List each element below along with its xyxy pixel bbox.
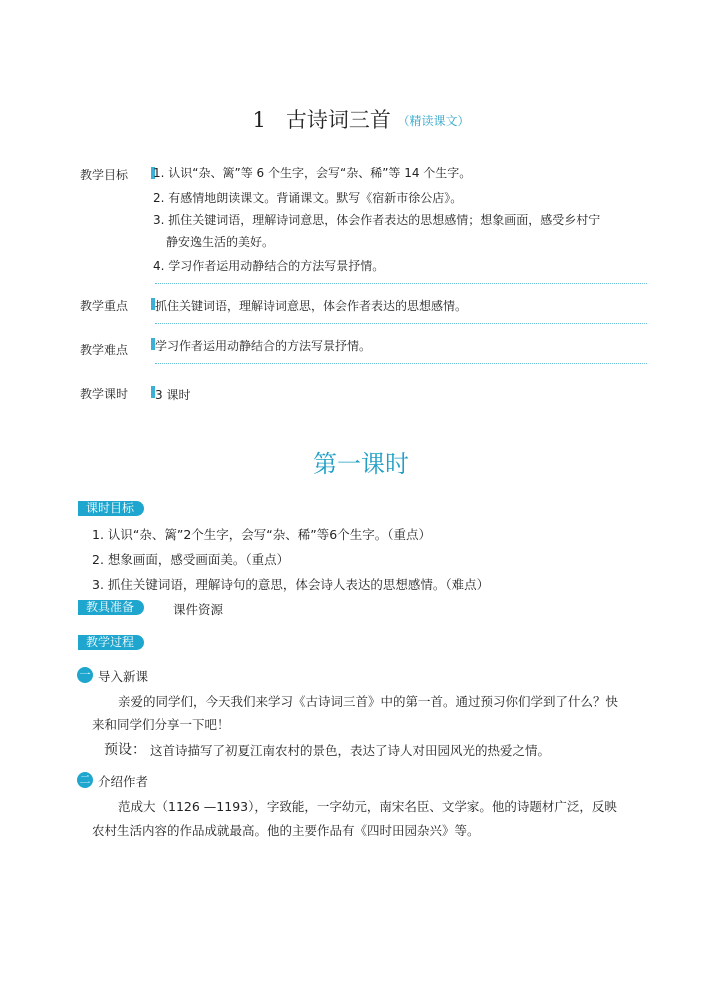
step2-paragraph-line2: 农村生活内容的作品成就最高。他的主要作品有《四时田园杂兴》等。 bbox=[92, 823, 480, 838]
goal-item-3: 3. 抓住关键词语，理解诗词意思，体会作者表达的思想感情；想象画面，感受乡村宁 bbox=[153, 213, 601, 227]
divider bbox=[155, 283, 647, 284]
goal-item-4: 4. 学习作者运用动静结合的方法写景抒情。 bbox=[153, 259, 385, 273]
step2-paragraph-line1: 范成大（1126 —1193），字致能，一字幼元，南宋名臣、文学家。他的诗题材广泛，反映 bbox=[118, 799, 617, 814]
lesson-number: 1 bbox=[252, 108, 266, 132]
lesson-goals-badge: 课时目标 bbox=[78, 501, 144, 516]
step-number-icon: 二 bbox=[77, 772, 93, 788]
lesson-title-text: 古诗词三首 bbox=[285, 108, 391, 132]
step1-paragraph-line1: 亲爱的同学们，今天我们来学习《古诗词三首》中的第一首。通过预习你们学到了什么？快 bbox=[118, 694, 619, 709]
preset-label: 预设： bbox=[104, 742, 146, 758]
step-number-icon: 一 bbox=[77, 667, 93, 683]
process-badge: 教学过程 bbox=[78, 635, 144, 650]
materials-text: 课件资源 bbox=[173, 602, 224, 617]
step1-paragraph-line2: 来和同学们分享一下吧！ bbox=[92, 717, 230, 732]
materials-badge: 教具准备 bbox=[78, 600, 144, 615]
step2-title: 介绍作者 bbox=[98, 774, 149, 789]
step1-title: 导入新课 bbox=[98, 669, 149, 684]
hours-text: 3 课时 bbox=[155, 388, 191, 402]
preset-text: 这首诗描写了初夏江南农村的景色，表达了诗人对田园风光的热爱之情。 bbox=[150, 743, 551, 758]
goal-item-2: 2. 有感情地朗读课文。背诵课文。默写《宿新市徐公店》。 bbox=[153, 191, 463, 205]
goal-item-3-cont: 静安逸生活的美好。 bbox=[166, 235, 275, 249]
section-title: 第一课时 bbox=[313, 450, 409, 478]
difficulties-label: 教学难点 bbox=[80, 343, 129, 357]
goal-item-1: 1. 认识“杂、篱”等 6 个生字，会写“杂、稀”等 14 个生字。 bbox=[153, 166, 472, 180]
lesson-goal-item-1: 1. 认识“杂、篱”2个生字，会写“杂、稀”等6个生字。（重点） bbox=[92, 527, 431, 542]
divider bbox=[155, 323, 647, 324]
lesson-subtitle: （精读课文） bbox=[397, 114, 470, 128]
lesson-goal-item-2: 2. 想象画面，感受画面美。（重点） bbox=[92, 552, 290, 567]
divider bbox=[155, 363, 647, 364]
difficulties-text: 学习作者运用动静结合的方法写景抒情。 bbox=[155, 339, 372, 353]
lesson-goal-item-3: 3. 抓住关键词语，理解诗句的意思，体会诗人表达的思想感情。（难点） bbox=[92, 577, 490, 592]
key-points-text: 抓住关键词语，理解诗词意思，体会作者表达的思想感情。 bbox=[155, 299, 468, 313]
key-points-label: 教学重点 bbox=[80, 299, 129, 313]
hours-label: 教学课时 bbox=[80, 387, 129, 401]
teaching-goals-label: 教学目标 bbox=[80, 168, 129, 182]
lesson-title bbox=[0, 104, 722, 134]
